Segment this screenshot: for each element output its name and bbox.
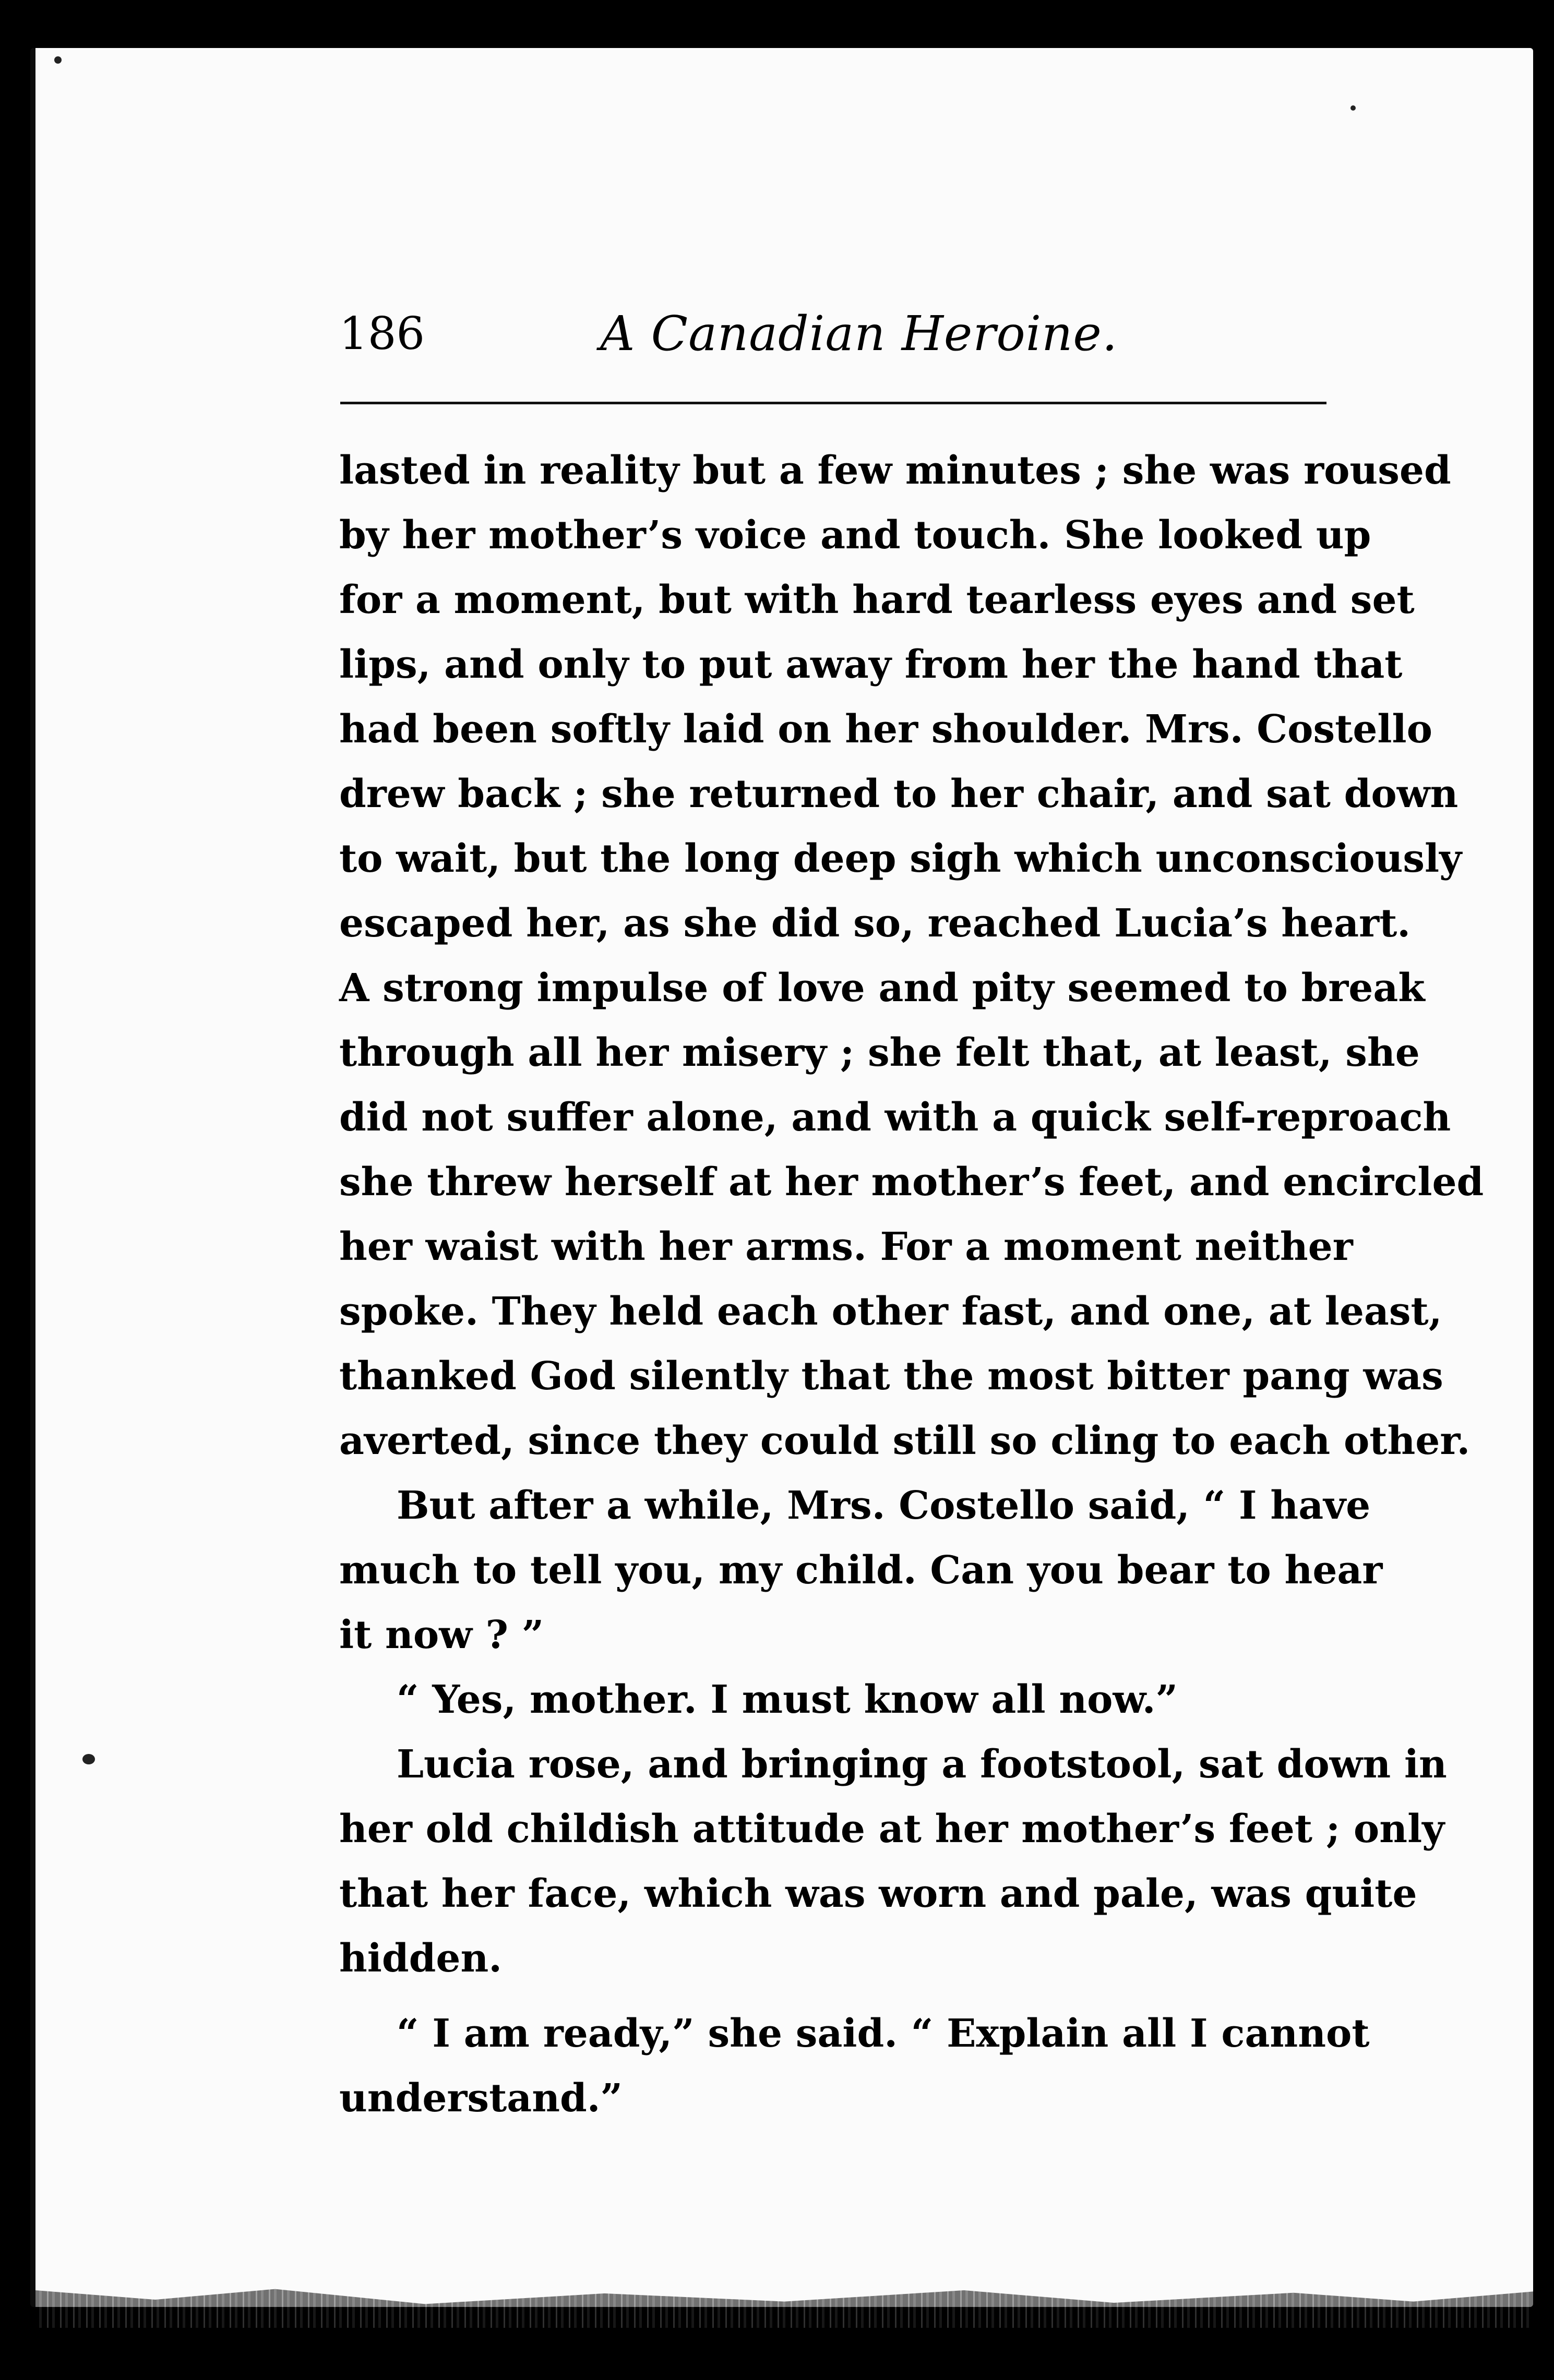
text-line: did not suffer alone, and with a quick self-reproach (339, 1095, 1451, 1140)
text-line: that her face, which was worn and pale, was quite (339, 1871, 1417, 1916)
paragraph-gap (339, 1991, 1341, 2001)
text-line: it now ? ” (339, 1613, 544, 1657)
text-line: hidden. (339, 1936, 503, 1981)
page-number: 186 (339, 308, 425, 360)
text-line: had been softly laid on her shoulder. Mrs. Costello (339, 707, 1432, 752)
text-line: escaped her, as she did so, reached Lucia’s heart. (339, 901, 1411, 946)
text-line: A strong impulse of love and pity seemed to break (339, 966, 1425, 1011)
text-line: through all her misery ; she felt that, at least, she (339, 1030, 1420, 1075)
running-title: A Canadian Heroine. (600, 306, 1118, 362)
text-line: “ Yes, mother. I must know all now.” (397, 1677, 1178, 1722)
text-line: “ I am ready,” she said. “ Explain all I cannot (397, 2011, 1370, 2056)
text-line: averted, since they could still so cling to each other. (339, 1419, 1471, 1463)
ink-speck (54, 56, 62, 64)
text-line: lips, and only to put away from her the hand that (339, 642, 1403, 687)
text-line: Lucia rose, and bringing a footstool, sat down in (397, 1742, 1447, 1787)
text-line: lasted in reality but a few minutes ; she was roused (339, 448, 1451, 493)
text-line: understand.” (339, 2076, 623, 2121)
text-line: to wait, but the long deep sigh which unconsciously (339, 836, 1462, 881)
text-line: her waist with her arms. For a moment neither (339, 1224, 1353, 1269)
body-text (339, 438, 1484, 2131)
ink-speck (1350, 105, 1356, 111)
running-header (339, 303, 1331, 365)
text-line: But after a while, Mrs. Costello said, “ I have (397, 1483, 1371, 1528)
text-line: her old childish attitude at her mother’s feet ; only (339, 1807, 1445, 1852)
header-rule (340, 402, 1326, 404)
text-line: drew back ; she returned to her chair, and sat down (339, 772, 1459, 816)
text-line: by her mother’s voice and touch. She looked up (339, 513, 1371, 558)
text-line: spoke. They held each other fast, and one, at least, (339, 1289, 1442, 1334)
text-line: she threw herself at her mother’s feet, and encircled (339, 1160, 1484, 1205)
ink-speck (82, 1754, 95, 1764)
text-line: for a moment, but with hard tearless eyes and set (339, 578, 1415, 622)
text-line: much to tell you, my child. Can you bear to hear (339, 1548, 1383, 1593)
text-line: thanked God silently that the most bitter pang was (339, 1354, 1443, 1399)
